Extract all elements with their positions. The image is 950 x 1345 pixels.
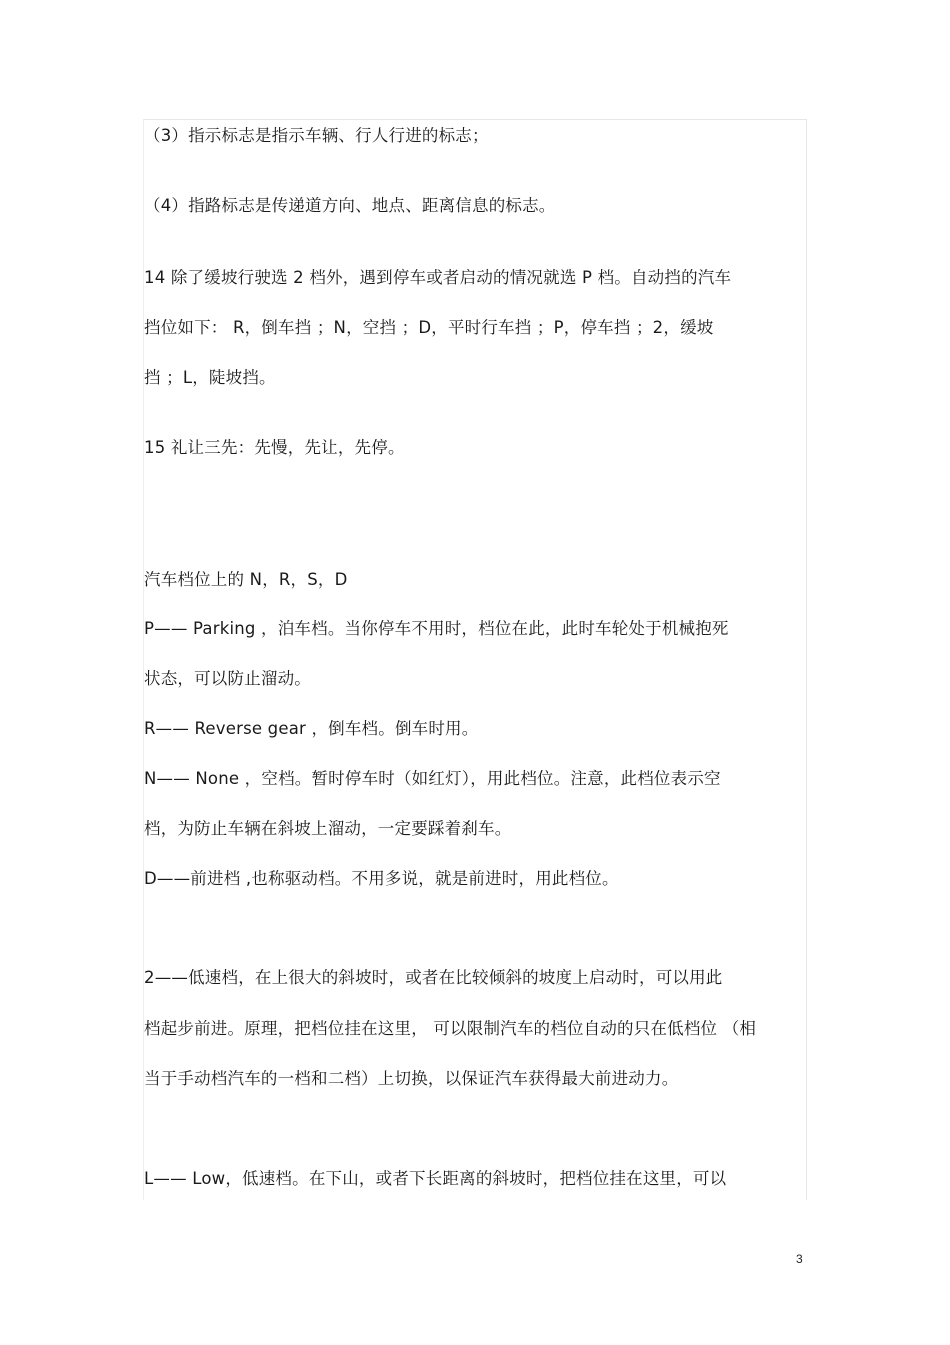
text-line-2: （4）指路标志是传递道方向、地点、距离信息的标志。 xyxy=(144,196,556,215)
text-line-7: 汽车档位上的 N，R，S，D xyxy=(144,570,348,589)
text-line-3: 14 除了缓坡行驶选 2 档外，遇到停车或者启动的情况就选 P 档。自动挡的汽车 xyxy=(144,268,732,287)
text-line-11: N—— None ，空档。暂时停车时（如红灯），用此档位。注意，此档位表示空 xyxy=(144,769,721,788)
text-line-14: 2——低速档，在上很大的斜坡时，或者在比较倾斜的坡度上启动时，可以用此 xyxy=(144,968,723,987)
text-line-5: 挡 ；L，陡坡挡。 xyxy=(144,368,276,387)
text-line-9: 状态，可以防止溜动。 xyxy=(144,669,311,688)
text-line-4: 挡位如下： R，倒车挡 ；N，空挡 ；D，平时行车挡 ；P，停车挡 ；2，缓坡 xyxy=(144,318,714,337)
text-line-15: 档起步前进。原理，把档位挂在这里， 可以限制汽车的档位自动的只在低档位 （相 xyxy=(144,1019,757,1038)
page-number: 3 xyxy=(796,1252,803,1266)
text-line-12: 档，为防止车辆在斜坡上溜动，一定要踩着刹车。 xyxy=(144,819,512,838)
text-line-1: （3）指示标志是指示车辆、行人行进的标志； xyxy=(144,126,489,145)
text-line-13: D——前进档 ,也称驱动档。不用多说，就是前进时，用此档位。 xyxy=(144,869,619,888)
text-line-17: L—— Low，低速档。在下山，或者下长距离的斜坡时，把档位挂在这里，可以 xyxy=(144,1169,727,1188)
text-line-10: R—— Reverse gear ，倒车档。倒车时用。 xyxy=(144,719,479,738)
text-line-8: P—— Parking ，泊车档。当你停车不用时，档位在此，此时车轮处于机械抱死 xyxy=(144,619,729,638)
text-line-16: 当于手动档汽车的一档和二档）上切换，以保证汽车获得最大前进动力。 xyxy=(144,1069,679,1088)
text-line-6: 15 礼让三先：先慢，先让，先停。 xyxy=(144,438,405,457)
